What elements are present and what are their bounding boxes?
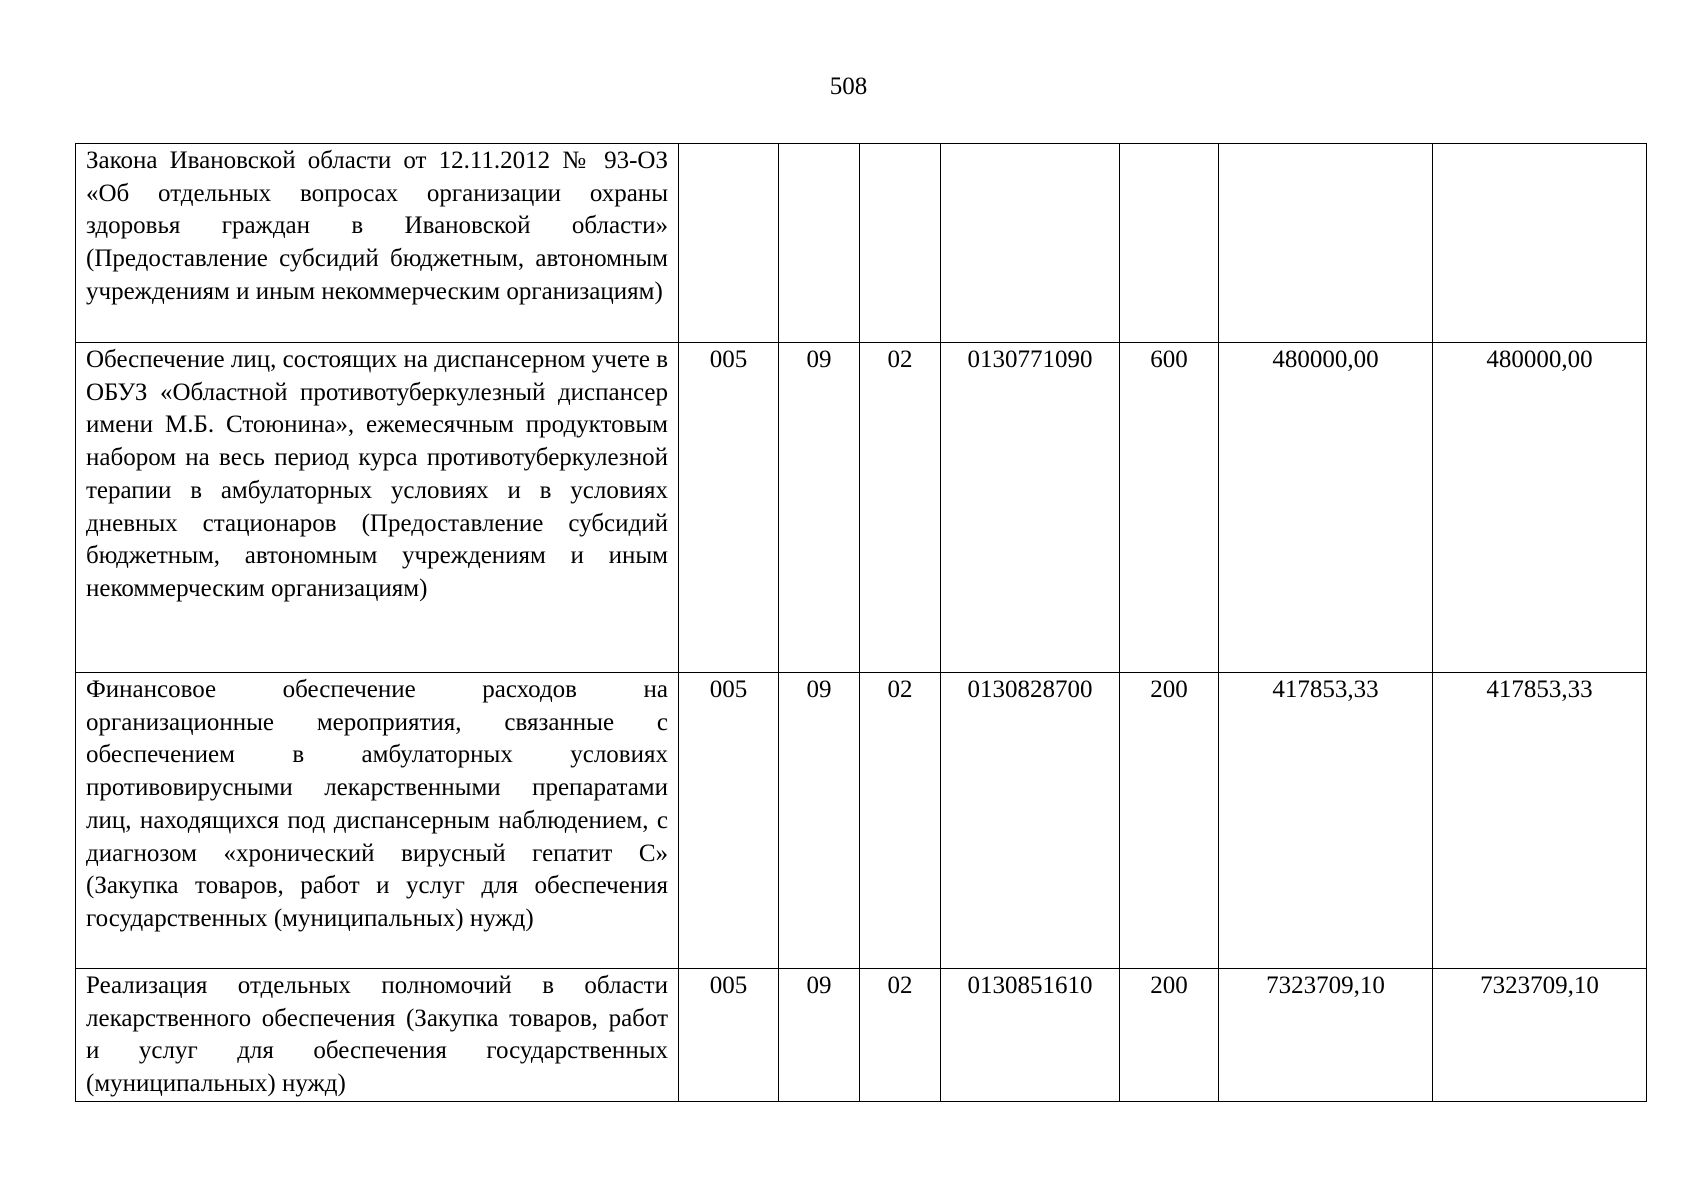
expense-type-code: [1120, 144, 1219, 343]
amount-1: [1219, 144, 1433, 343]
amount-2: 417853,33: [1433, 673, 1647, 969]
ministry-code: 005: [679, 343, 779, 673]
subsection-code: 02: [860, 343, 941, 673]
section-code: 09: [779, 969, 860, 1102]
target-item-code: [941, 144, 1120, 343]
amount-1: 7323709,10: [1219, 969, 1433, 1102]
target-item-code: 0130771090: [941, 343, 1120, 673]
table-row: [76, 343, 1647, 673]
ministry-code: [679, 144, 779, 343]
amount-2: 7323709,10: [1433, 969, 1647, 1102]
subsection-code: 02: [860, 969, 941, 1102]
ministry-code: 005: [679, 673, 779, 969]
row-description: Обеспечение лиц, состоящих на диспансерном учете в ОБУЗ «Областной противотуберкулезный диспансер имени М.Б. Стоюнина», ежемесячным продуктовым набором на весь период курса противотуберкулезной терапии в амбулаторных условиях и в условиях дневных стационаров (Предоставление субсидий бюджетным, автономным учреждениям и иным некоммерческим организациям): [76, 343, 679, 673]
row-description: Реализация отдельных полномочий в области лекарственного обеспечения (Закупка товаров, работ и услуг для обеспечения государственных (муниципальных) нужд): [76, 969, 679, 1102]
section-code: [779, 144, 860, 343]
target-item-code: 0130828700: [941, 673, 1120, 969]
ministry-code: 005: [679, 969, 779, 1102]
table-row: [76, 144, 1647, 343]
page-number: 508: [829, 73, 868, 100]
amount-2: [1433, 144, 1647, 343]
expense-type-code: 600: [1120, 343, 1219, 673]
amount-2: 480000,00: [1433, 343, 1647, 673]
section-code: 09: [779, 343, 860, 673]
row-description: Финансовое обеспечение расходов на организационные мероприятия, связанные с обеспечением в амбулаторных условиях противовирусными лекарственными препаратами лиц, находящихся под диспансерным наблюдением, с диагнозом «хронический вирусный гепатит С» (Закупка товаров, работ и услуг для обеспечения государственных (муниципальных) нужд): [76, 673, 679, 969]
amount-1: 417853,33: [1219, 673, 1433, 969]
budget-table: [75, 143, 1647, 1102]
subsection-code: 02: [860, 673, 941, 969]
expense-type-code: 200: [1120, 673, 1219, 969]
section-code: 09: [779, 673, 860, 969]
row-description: Закона Ивановской области от 12.11.2012 № 93-ОЗ «Об отдельных вопросах организации охраны здоровья граждан в Ивановской области» (Предоставление субсидий бюджетным, автономным учреждениям и иным некоммерческим организациям): [76, 144, 679, 343]
subsection-code: [860, 144, 941, 343]
expense-type-code: 200: [1120, 969, 1219, 1102]
table-row: [76, 673, 1647, 969]
amount-1: 480000,00: [1219, 343, 1433, 673]
table-row: [76, 969, 1647, 1102]
target-item-code: 0130851610: [941, 969, 1120, 1102]
